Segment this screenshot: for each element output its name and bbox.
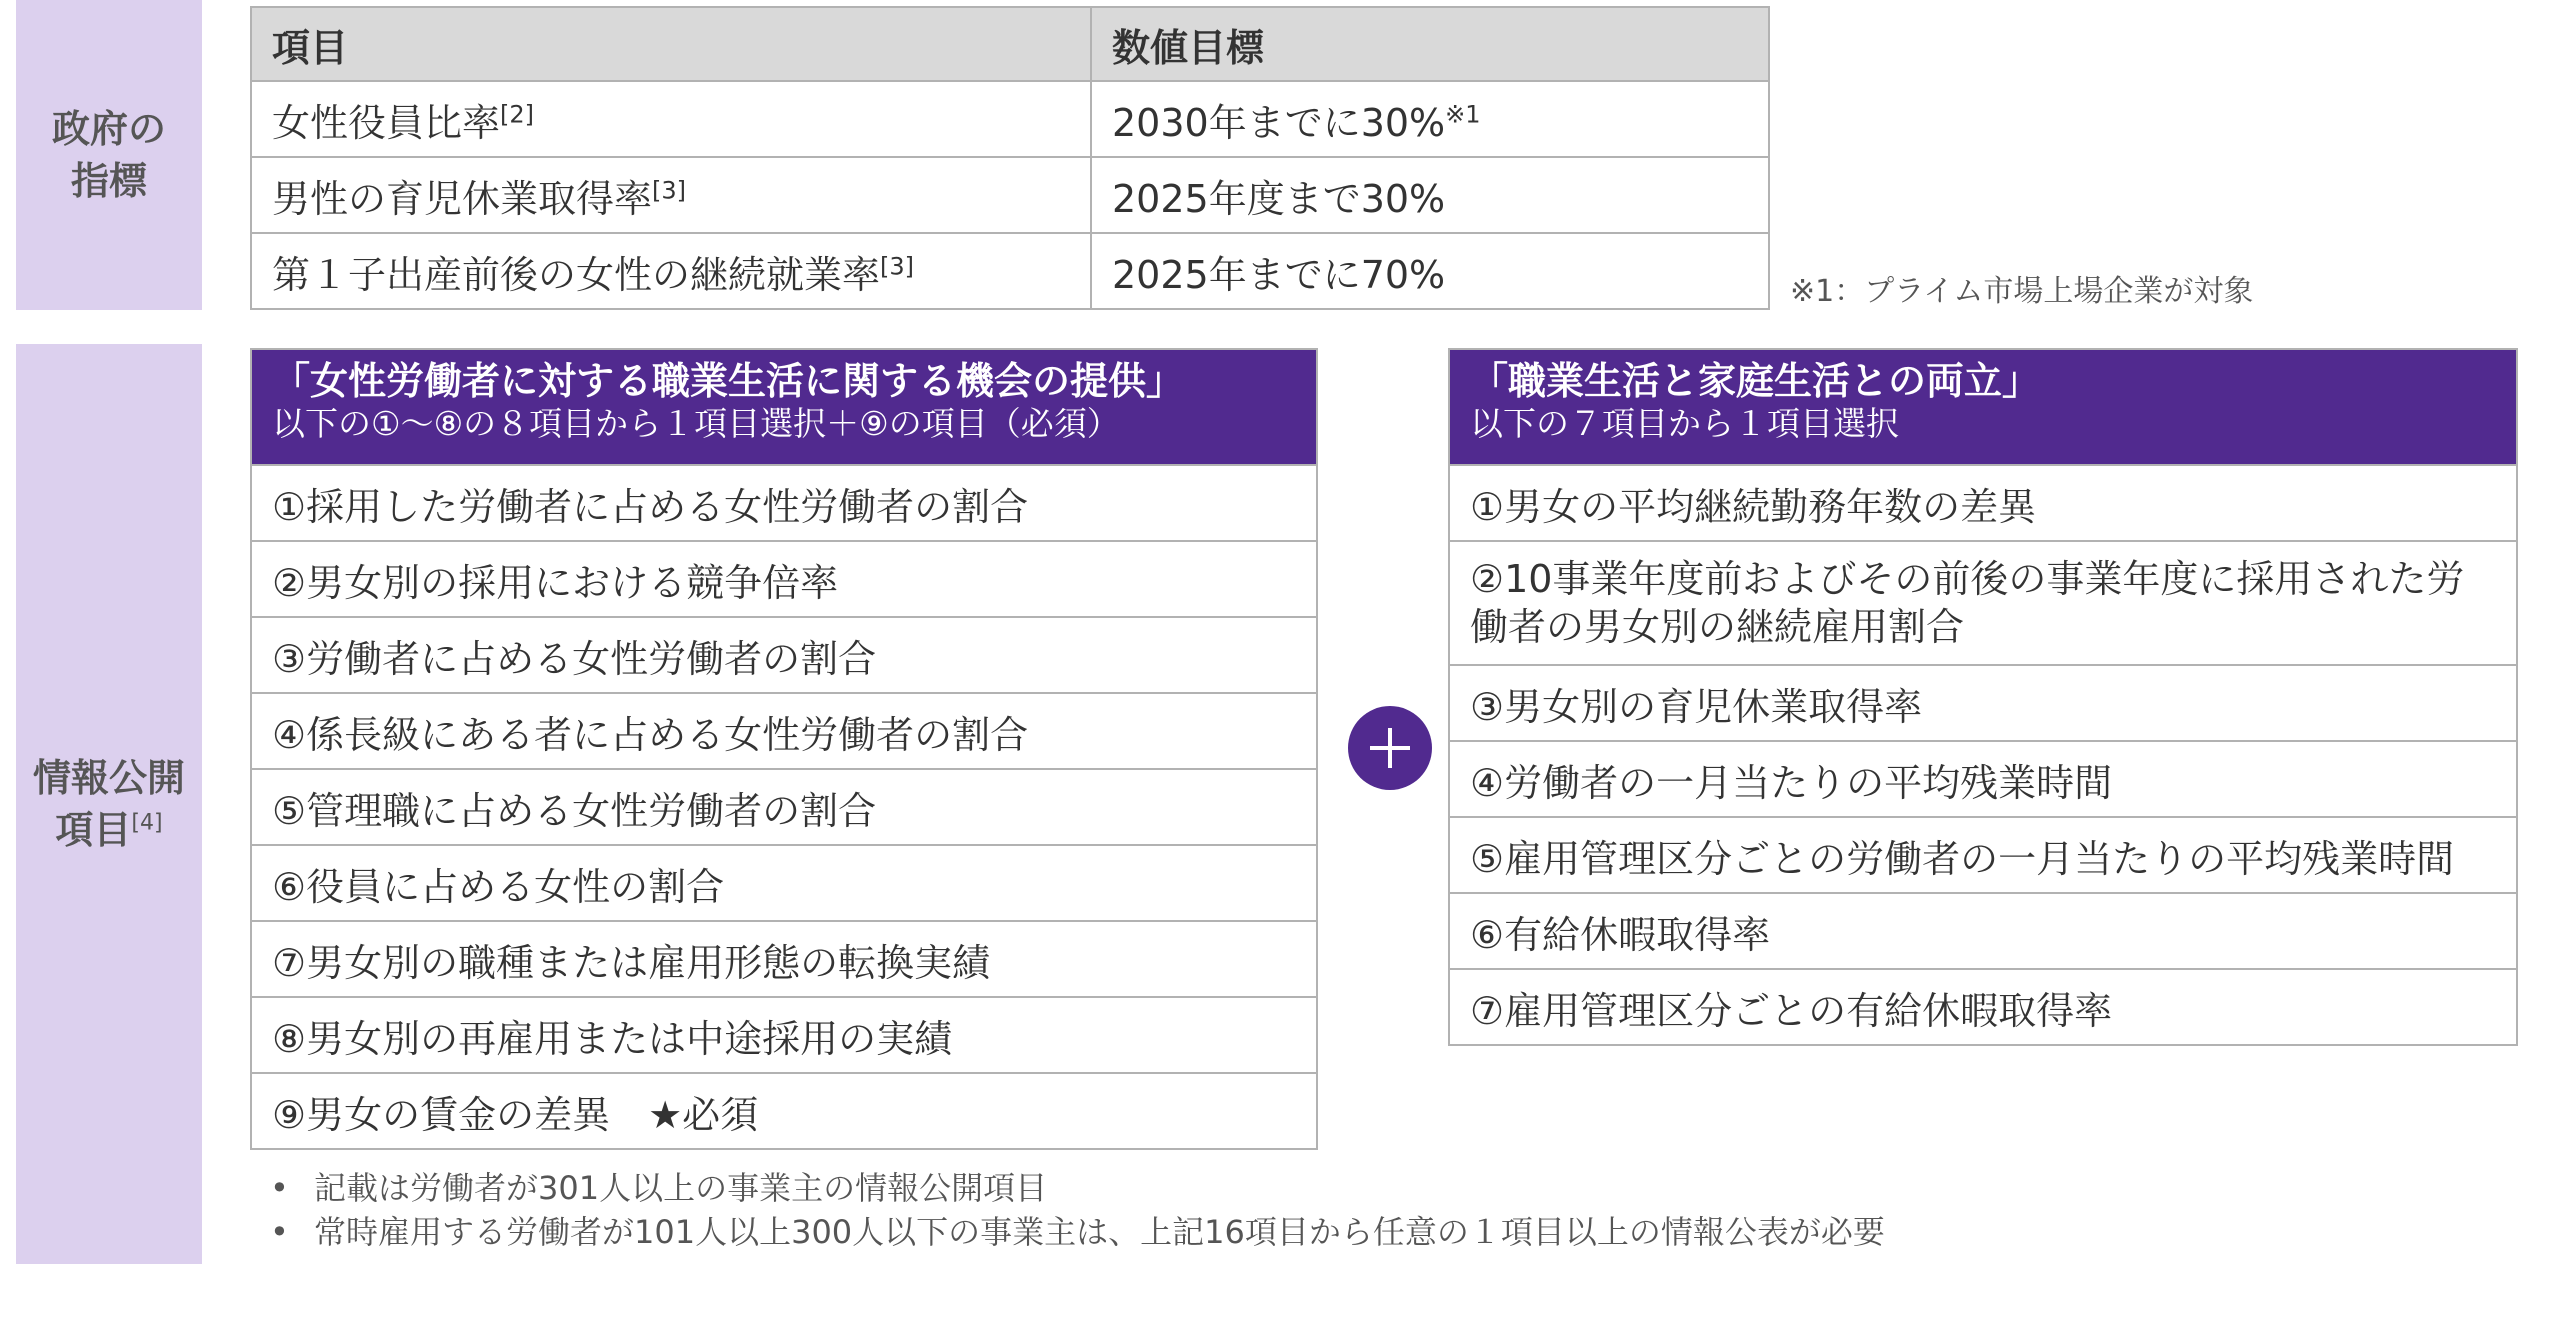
list-item: ②男女別の採用における競争倍率 [252,540,1316,616]
list-item: ⑦雇用管理区分ごとの有給休暇取得率 [1450,968,2516,1044]
list-item: ①男女の平均継続勤務年数の差異 [1450,464,2516,540]
gov-section-label: 政府の 指標 [16,0,202,310]
right-panel-title: 「職業生活と家庭生活との両立」 [1470,359,2041,403]
left-panel-opportunity [250,348,1318,1150]
list-item: ⑥有給休暇取得率 [1450,892,2516,968]
right-panel-subtitle: 以下の７項目から１項目選択 [1470,404,1899,443]
right-panel-work-life [1448,348,2518,1046]
indicator-name: 第１子出産前後の女性の継続就業率[3] [251,233,1091,309]
left-panel-title: 「女性労働者に対する職業生活に関する機会の提供」 [272,359,1185,403]
column-header-item: 項目 [251,7,1091,81]
right-panel-header [1450,350,2516,464]
list-item: ⑤雇用管理区分ごとの労働者の一月当たりの平均残業時間 [1450,816,2516,892]
indicator-target: 2025年度まで30% [1091,157,1769,233]
table-row [251,157,1769,233]
list-item-required: ⑨男女の賃金の差異 ★必須 [252,1072,1316,1148]
list-item: ③労働者に占める女性労働者の割合 [252,616,1316,692]
bullet-note: • 記載は労働者が301人以上の事業主の情報公開項目 [270,1169,1048,1207]
indicator-name: 男性の育児休業取得率[3] [251,157,1091,233]
left-panel-subtitle: 以下の①～⑧の８項目から１項目選択＋⑨の項目（必須） [272,404,1120,443]
gov-indicator-table [250,6,1770,310]
list-item: ⑦男女別の職種または雇用形態の転換実績 [252,920,1316,996]
gov-footnote: ※1：プライム市場上場企業が対象 [1790,274,2254,309]
list-item: ③男女別の育児休業取得率 [1450,664,2516,740]
indicator-target: 2030年までに30%$^{※1}$ [1091,81,1769,157]
list-item: ①採用した労働者に占める女性労働者の割合 [252,464,1316,540]
list-item: ④労働者の一月当たりの平均残業時間 [1450,740,2516,816]
list-item: ⑥役員に占める女性の割合 [252,844,1316,920]
info-section-label: 情報公開 項目[4] [16,344,202,1264]
plus-icon [1348,706,1432,790]
column-header-target: 数値目標 [1091,7,1769,81]
list-item: ⑧男女別の再雇用または中途採用の実績 [252,996,1316,1072]
table-row [251,81,1769,157]
bullet-notes [270,1166,1885,1254]
bullet-note: • 常時雇用する労働者が101人以上300人以下の事業主は、上記16項目から任意の１項目以上の情報公表が必要 [270,1213,1885,1251]
indicator-name: 女性役員比率[2] [251,81,1091,157]
indicator-target: 2025年までに70% [1091,233,1769,309]
table-row [251,233,1769,309]
list-item: ④係長級にある者に占める女性労働者の割合 [252,692,1316,768]
gov-table-header [251,7,1769,81]
list-item: ⑤管理職に占める女性労働者の割合 [252,768,1316,844]
left-panel-header [252,350,1316,464]
list-item: ②10事業年度前およびその前後の事業年度に採用された労働者の男女別の継続雇用割合 [1450,540,2516,664]
